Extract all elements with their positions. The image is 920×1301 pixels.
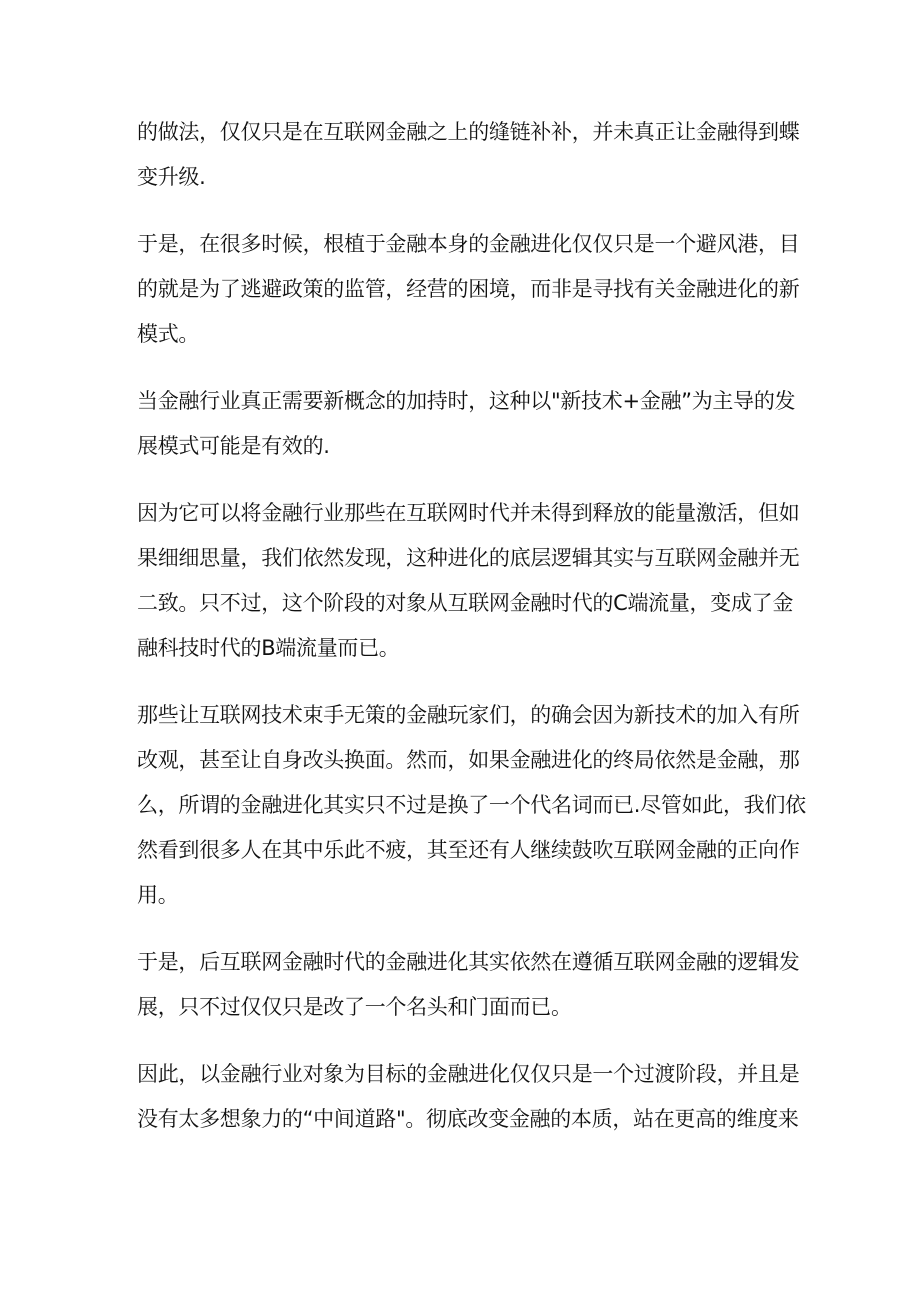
- text-line: 然看到很多人在其中乐此不疲，其至还有人继续鼓吹互联网金融的正向作: [137, 838, 800, 862]
- paragraph: [137, 693, 806, 918]
- text-line: 当金融行业真正需要新概念的加持时，这种以"新技术+金融”为主导的发: [137, 389, 796, 413]
- paragraph: [137, 222, 800, 357]
- text-line: 展模式可能是有效的.: [137, 434, 330, 458]
- text-line: 的做法，仅仅只是在互联网金融之上的缝链补补，并未真正让金融得到蝶: [137, 120, 800, 144]
- text-line: 因此，以金融行业对象为目标的金融进化仅仅只是一个过渡阶段，并且是: [137, 1062, 800, 1086]
- text-line: 于是，后互联网金融时代的金融进化其实依然在遵循互联网金融的逻辑发: [137, 950, 800, 974]
- paragraph: [137, 491, 800, 671]
- text-line: 二致。只不过，这个阶段的对象从互联网金融时代的C端流量，变成了金: [137, 591, 794, 615]
- text-line: 展，只不过仅仅只是改了一个名头和门面而已。: [137, 995, 572, 1019]
- text-line: 果细细思量，我们依然发现，这种进化的底层逻辑其实与互联网金融并无: [137, 546, 800, 570]
- text-line: 么，所谓的金融进化其实只不过是换了一个代名词而已.尽管如此，我们依: [137, 793, 806, 817]
- paragraph: [137, 940, 800, 1030]
- text-line: 改观，甚至让自身改头换面。然而，如果金融进化的终局依然是金融，那: [137, 748, 800, 772]
- text-line: 变升级.: [137, 165, 206, 189]
- paragraph: [137, 1052, 800, 1142]
- text-line: 于是，在很多时候，根植于金融本身的金融进化仅仅只是一个避风港，目: [137, 232, 800, 256]
- text-line: 模式。: [137, 322, 200, 346]
- paragraph: [137, 110, 800, 200]
- text-line: 用。: [137, 883, 179, 907]
- text-line: 的就是为了逃避政策的监管，经营的困境，而非是寻找有关金融进化的新: [137, 277, 800, 301]
- text-line: 因为它可以将金融行业那些在互联网时代并未得到释放的能量激活，但如: [137, 501, 800, 525]
- document-body: [137, 110, 806, 1164]
- paragraph: [137, 379, 797, 469]
- text-line: 没有太多想象力的“中间道路"。彻底改变金融的本质，站在更高的维度来: [137, 1107, 799, 1131]
- text-line: 融科技时代的B端流量而已。: [137, 636, 400, 660]
- text-line: 那些让互联网技术束手无策的金融玩家们，的确会因为新技术的加入有所: [137, 703, 800, 727]
